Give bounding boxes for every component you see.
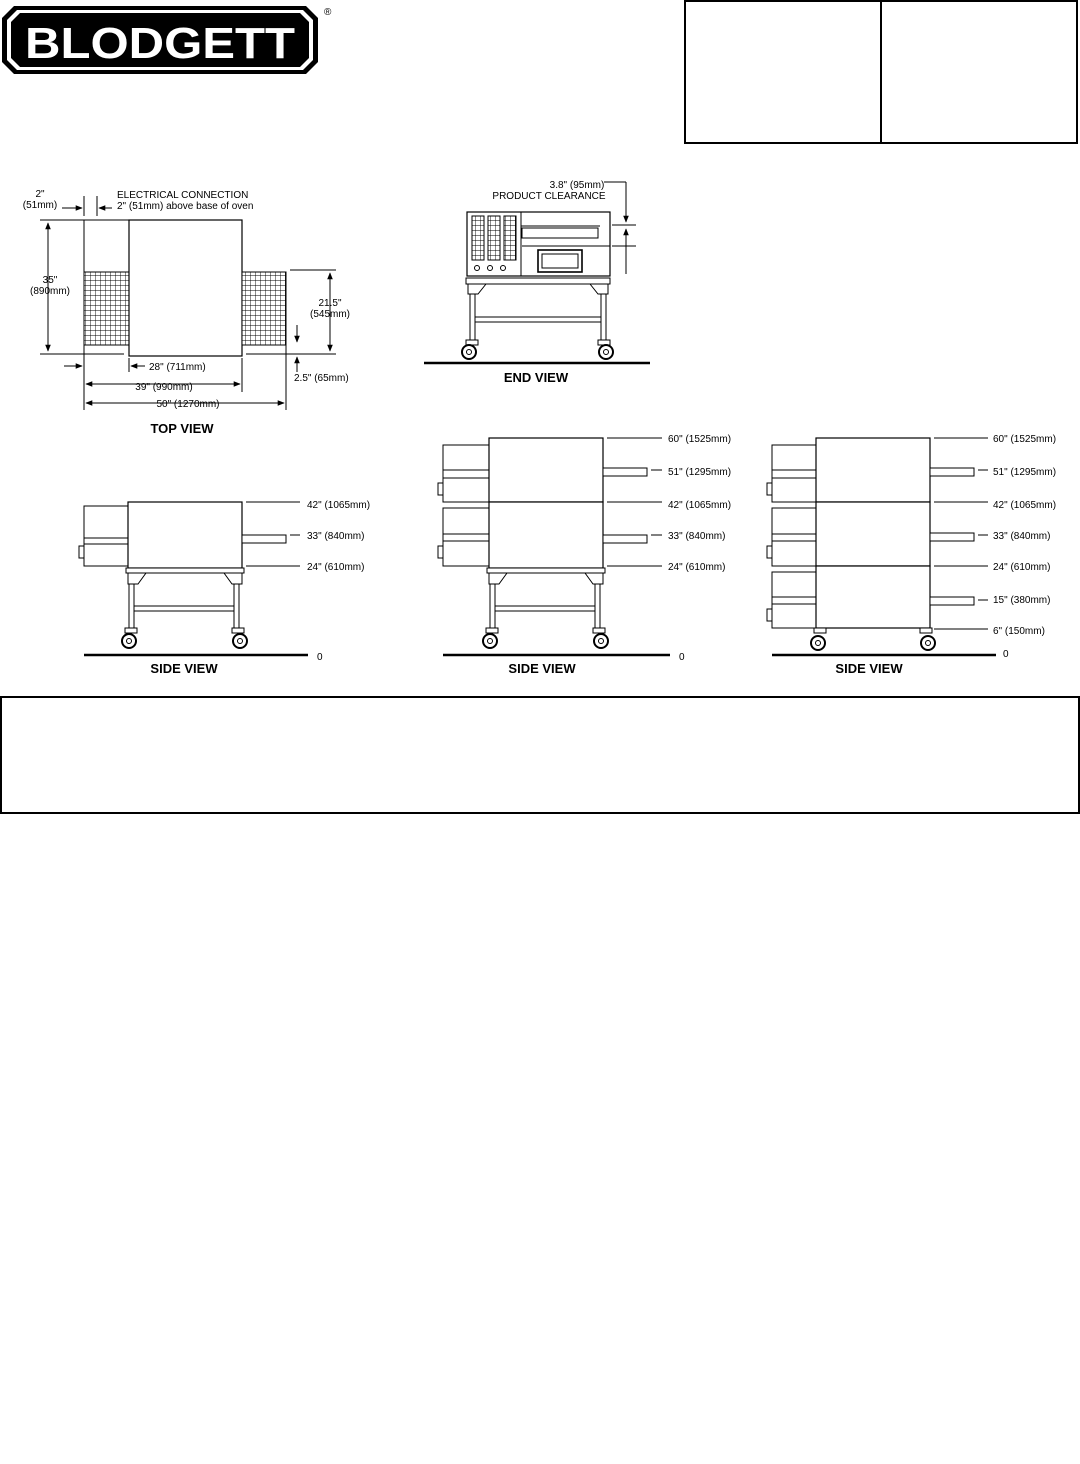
top-view-dim-2-in: 2" [35,189,45,200]
side-view-2-height-51: 51" (1295mm) [668,467,732,478]
notes-box [0,696,1080,814]
top-view-dim-21-in: 21.5" [318,298,342,309]
top-view-electrical-label: ELECTRICAL CONNECTION [117,190,249,201]
spec-box [684,0,1078,144]
side-view-2-title: SIDE VIEW [508,661,576,676]
top-view-dim-50: 50" (1270mm) [156,399,220,410]
end-view-title: END VIEW [503,370,569,385]
brand-name: BLODGETT [25,19,296,68]
side-view-3-title: SIDE VIEW [835,661,903,676]
top-view-drawing [40,196,336,410]
spec-box-cell-right [880,2,1076,142]
top-view-dim-21-mm: (545mm) [309,309,351,320]
side-view-3-height-24: 24" (610mm) [993,562,1051,573]
side-view-double-drawing [438,438,670,655]
end-view-clearance-label: PRODUCT CLEARANCE [492,191,606,202]
side-view-1-zero: 0 [317,652,323,663]
top-view-electrical-note: 2" (51mm) above base of oven [117,201,254,212]
top-view-dim-28: 28" (711mm) [149,362,206,373]
side-view-3-height-60: 60" (1525mm) [993,434,1057,445]
side-view-1-height-33: 33" (840mm) [307,531,365,542]
side-view-3-height-51: 51" (1295mm) [993,467,1057,478]
side-view-3-height-42: 42" (1065mm) [993,500,1057,511]
end-view-drawing [424,182,650,363]
top-view-dim-2-5: 2.5" (65mm) [294,373,349,384]
side-view-3-height-15: 15" (380mm) [993,595,1051,606]
top-view-dim-39: 39" (990mm) [135,382,193,393]
side-view-3-height-33: 33" (840mm) [993,531,1051,542]
top-view-title: TOP VIEW [150,421,214,436]
side-view-1-title: SIDE VIEW [150,661,218,676]
side-view-3-zero: 0 [1003,649,1009,660]
top-view-dim-35-in: 35" [42,275,58,286]
side-view-single-drawing [79,502,308,655]
top-view-dim-35-mm: (890mm) [29,286,71,297]
side-view-2-height-33: 33" (840mm) [668,531,726,542]
side-view-2-height-24: 24" (610mm) [668,562,726,573]
side-view-1-height-24: 24" (610mm) [307,562,365,573]
side-view-triple-drawing [767,438,996,655]
registered-mark: ® [324,7,332,18]
dimension-drawings [0,160,1080,690]
side-view-2-height-42: 42" (1065mm) [668,500,732,511]
spec-box-cell-left [686,2,880,142]
side-view-1-height-42: 42" (1065mm) [307,500,371,511]
side-view-2-height-60: 60" (1525mm) [668,434,732,445]
side-view-2-zero: 0 [679,652,685,663]
top-view-dim-2-mm: (51mm) [22,200,58,211]
end-view-clearance-value: 3.8" (95mm) [549,180,605,191]
blodgett-logo [0,0,340,80]
side-view-3-height-6: 6" (150mm) [993,626,1045,637]
